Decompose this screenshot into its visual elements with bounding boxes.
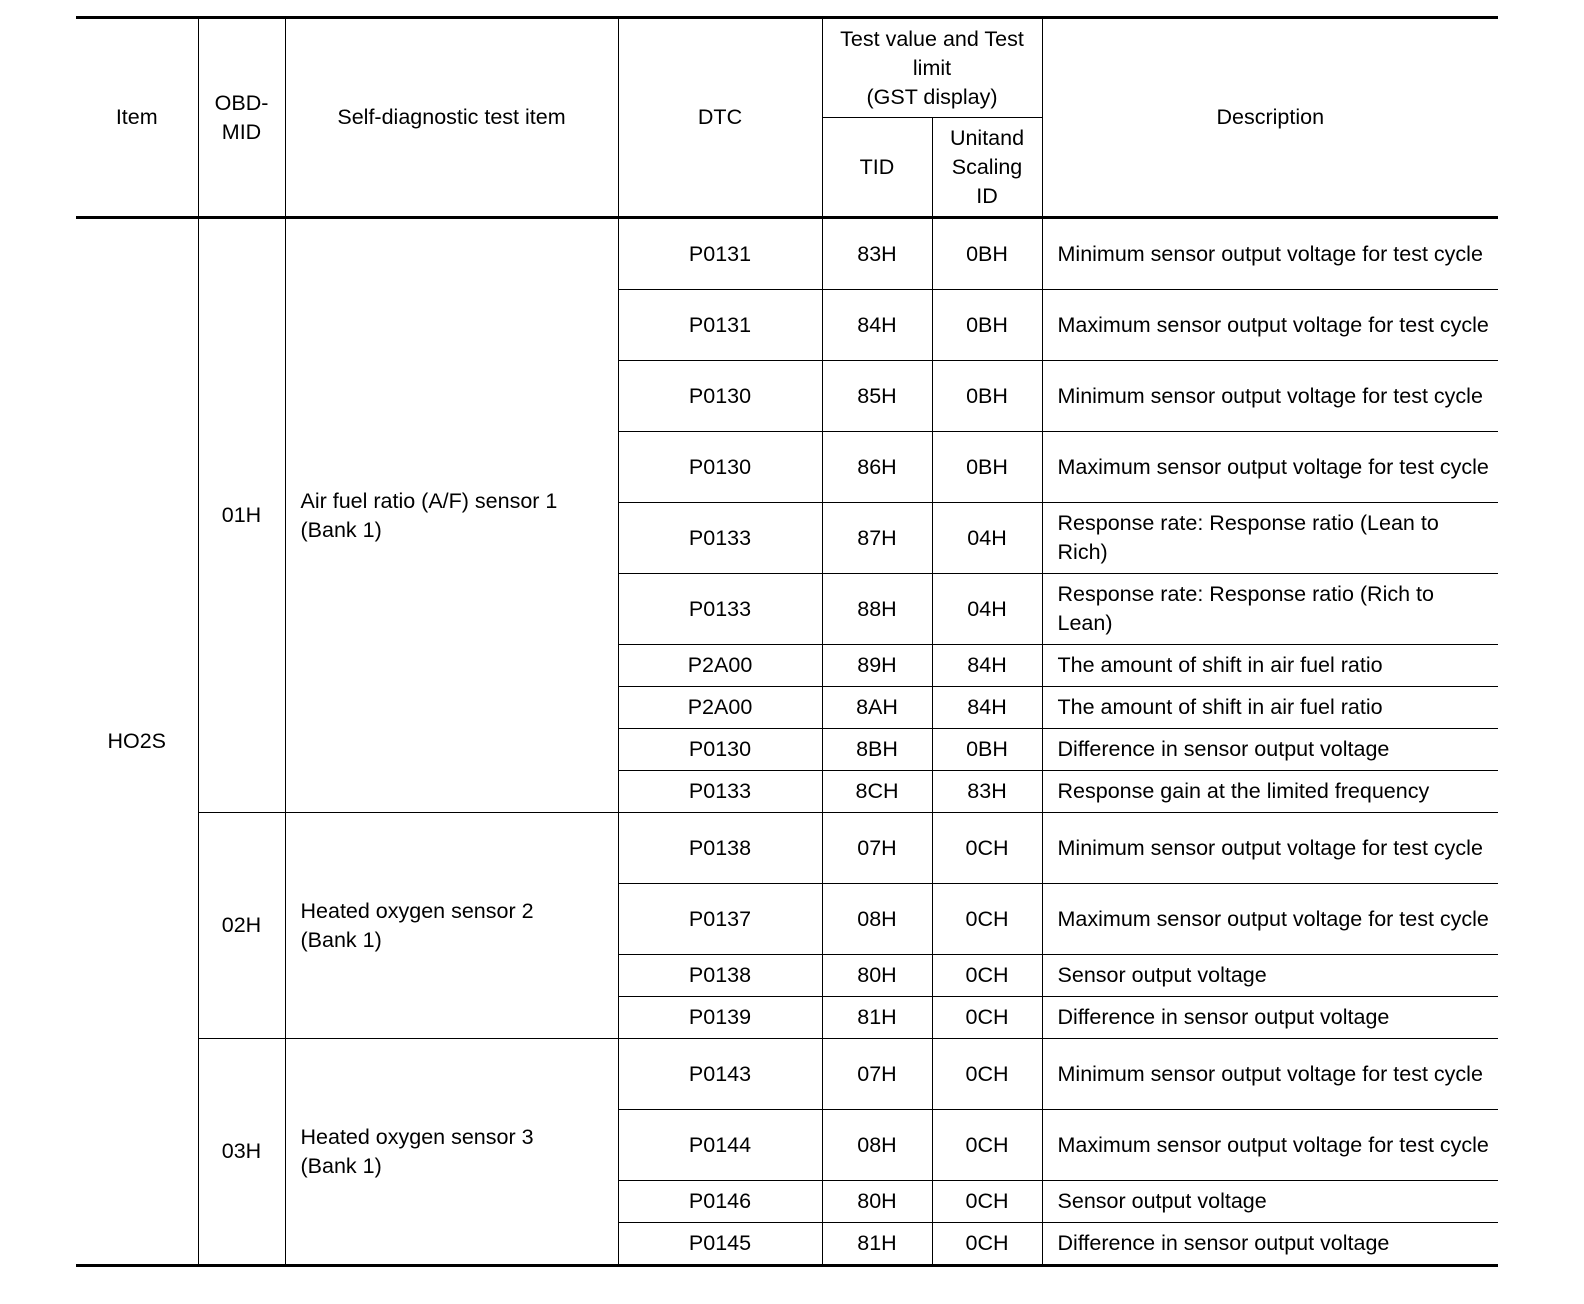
self-diagnostic-test-item-cell: Heated oxygen sensor 3 (Bank 1)	[285, 1039, 618, 1266]
table-row	[76, 218, 1498, 290]
dtc-cell: P0131	[618, 218, 822, 290]
tid-cell: 85H	[822, 361, 932, 432]
description-cell: The amount of shift in air fuel ratio	[1042, 687, 1498, 729]
header-dtc: DTC	[618, 18, 822, 218]
obd-mid-cell: 01H	[198, 218, 285, 813]
header-tid: TID	[822, 118, 932, 218]
description-cell: Sensor output voltage	[1042, 1181, 1498, 1223]
tid-cell: 8BH	[822, 729, 932, 771]
obd-mid-cell: 03H	[198, 1039, 285, 1266]
unit-scaling-id-cell: 84H	[932, 645, 1042, 687]
dtc-cell: P2A00	[618, 687, 822, 729]
tid-cell: 08H	[822, 1110, 932, 1181]
dtc-cell: P0137	[618, 884, 822, 955]
unit-scaling-id-cell: 0CH	[932, 813, 1042, 884]
unit-scaling-id-cell: 0BH	[932, 218, 1042, 290]
tid-cell: 80H	[822, 955, 932, 997]
tid-cell: 87H	[822, 503, 932, 574]
unit-scaling-id-cell: 0BH	[932, 729, 1042, 771]
description-cell: Difference in sensor output voltage	[1042, 997, 1498, 1039]
tid-cell: 07H	[822, 1039, 932, 1110]
tid-cell: 81H	[822, 997, 932, 1039]
unit-scaling-id-cell: 0CH	[932, 884, 1042, 955]
unit-scaling-id-cell: 83H	[932, 771, 1042, 813]
description-cell: Minimum sensor output voltage for test cycle	[1042, 1039, 1498, 1110]
unit-scaling-id-cell: 84H	[932, 687, 1042, 729]
tid-cell: 89H	[822, 645, 932, 687]
dtc-cell: P0138	[618, 813, 822, 884]
tid-cell: 8AH	[822, 687, 932, 729]
dtc-cell: P0133	[618, 503, 822, 574]
dtc-cell: P0144	[618, 1110, 822, 1181]
obd-test-table-container	[76, 16, 1498, 1267]
item-cell: HO2S	[76, 218, 198, 1266]
obd-test-table	[76, 16, 1498, 1267]
dtc-cell: P0131	[618, 290, 822, 361]
dtc-cell: P0130	[618, 361, 822, 432]
tid-cell: 86H	[822, 432, 932, 503]
dtc-cell: P0130	[618, 432, 822, 503]
dtc-cell: P0143	[618, 1039, 822, 1110]
header-description: Description	[1042, 18, 1498, 218]
description-cell: Maximum sensor output voltage for test cycle	[1042, 290, 1498, 361]
dtc-cell: P0130	[618, 729, 822, 771]
self-diagnostic-test-item-cell: Heated oxygen sensor 2 (Bank 1)	[285, 813, 618, 1039]
description-cell: Response rate: Response ratio (Lean to Rich)	[1042, 503, 1498, 574]
description-cell: Minimum sensor output voltage for test cycle	[1042, 361, 1498, 432]
table-body	[76, 218, 1498, 1266]
dtc-cell: P0138	[618, 955, 822, 997]
header-self-diagnostic-test-item: Self-diagnostic test item	[285, 18, 618, 218]
obd-mid-cell: 02H	[198, 813, 285, 1039]
header-unit-scaling-id: Unitand Scaling ID	[932, 118, 1042, 218]
description-cell: Difference in sensor output voltage	[1042, 1223, 1498, 1266]
description-cell: Maximum sensor output voltage for test cycle	[1042, 1110, 1498, 1181]
unit-scaling-id-cell: 0BH	[932, 361, 1042, 432]
description-cell: Maximum sensor output voltage for test cycle	[1042, 884, 1498, 955]
dtc-cell: P0139	[618, 997, 822, 1039]
dtc-cell: P0145	[618, 1223, 822, 1266]
tid-cell: 08H	[822, 884, 932, 955]
description-cell: Response rate: Response ratio (Rich to Lean)	[1042, 574, 1498, 645]
tid-cell: 81H	[822, 1223, 932, 1266]
description-cell: Maximum sensor output voltage for test cycle	[1042, 432, 1498, 503]
tid-cell: 07H	[822, 813, 932, 884]
unit-scaling-id-cell: 04H	[932, 503, 1042, 574]
table-row	[76, 813, 1498, 884]
description-cell: The amount of shift in air fuel ratio	[1042, 645, 1498, 687]
dtc-cell: P0133	[618, 574, 822, 645]
unit-scaling-id-cell: 0CH	[932, 1110, 1042, 1181]
dtc-cell: P0133	[618, 771, 822, 813]
header-test-value-group: Test value and Test limit (GST display)	[822, 18, 1042, 118]
tid-cell: 80H	[822, 1181, 932, 1223]
tid-cell: 88H	[822, 574, 932, 645]
dtc-cell: P2A00	[618, 645, 822, 687]
description-cell: Difference in sensor output voltage	[1042, 729, 1498, 771]
description-cell: Minimum sensor output voltage for test cycle	[1042, 218, 1498, 290]
dtc-cell: P0146	[618, 1181, 822, 1223]
unit-scaling-id-cell: 04H	[932, 574, 1042, 645]
tid-cell: 83H	[822, 218, 932, 290]
header-item: Item	[76, 18, 198, 218]
unit-scaling-id-cell: 0CH	[932, 1039, 1042, 1110]
tid-cell: 8CH	[822, 771, 932, 813]
tid-cell: 84H	[822, 290, 932, 361]
unit-scaling-id-cell: 0CH	[932, 955, 1042, 997]
unit-scaling-id-cell: 0BH	[932, 290, 1042, 361]
description-cell: Minimum sensor output voltage for test cycle	[1042, 813, 1498, 884]
unit-scaling-id-cell: 0CH	[932, 1223, 1042, 1266]
unit-scaling-id-cell: 0CH	[932, 997, 1042, 1039]
unit-scaling-id-cell: 0CH	[932, 1181, 1042, 1223]
self-diagnostic-test-item-cell: Air fuel ratio (A/F) sensor 1 (Bank 1)	[285, 218, 618, 813]
unit-scaling-id-cell: 0BH	[932, 432, 1042, 503]
table-row	[76, 1039, 1498, 1110]
description-cell: Response gain at the limited frequency	[1042, 771, 1498, 813]
description-cell: Sensor output voltage	[1042, 955, 1498, 997]
header-obd-mid: OBD- MID	[198, 18, 285, 218]
